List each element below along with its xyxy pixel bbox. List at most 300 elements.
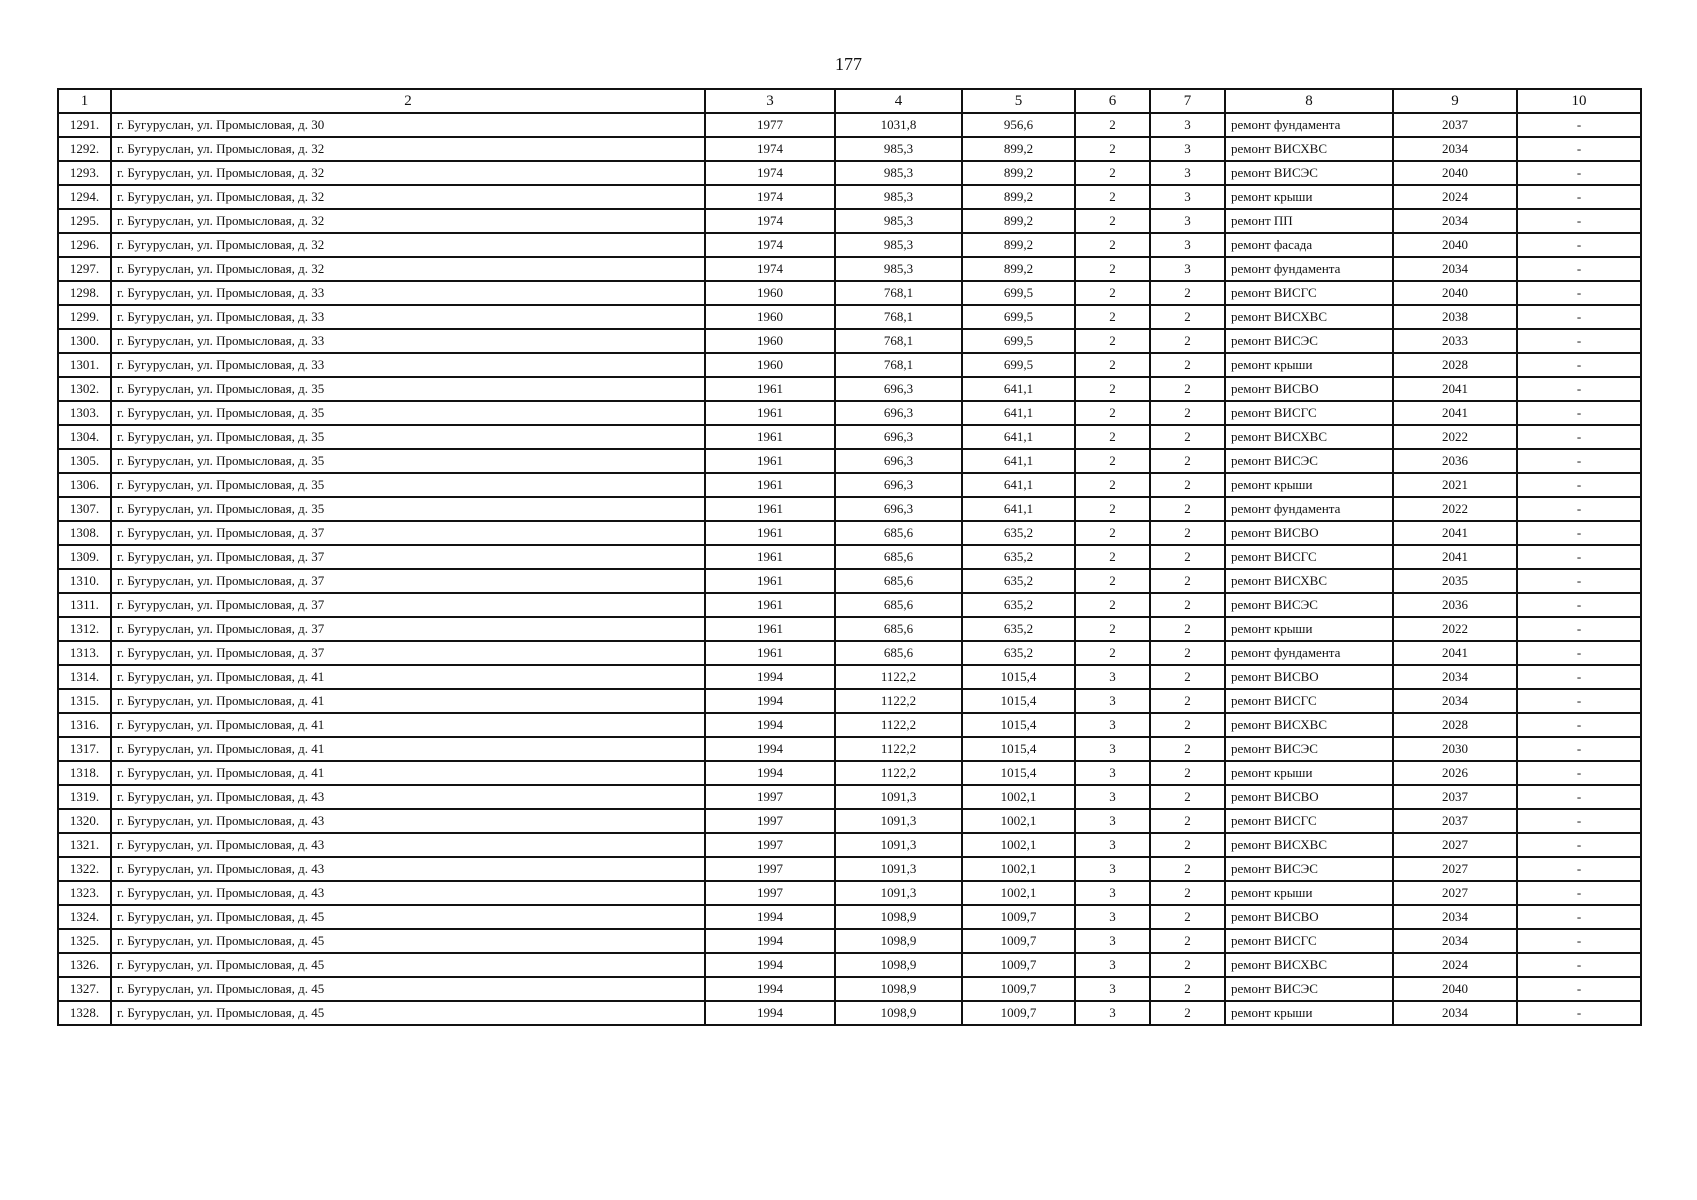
work-type-cell: ремонт ВИСЭС xyxy=(1225,161,1393,185)
floors-cell: 2 xyxy=(1075,497,1150,521)
row-number-cell: 1310. xyxy=(58,569,111,593)
table-row xyxy=(58,305,1641,329)
table-row xyxy=(58,977,1641,1001)
total-area-cell: 1091,3 xyxy=(835,833,962,857)
note-cell: - xyxy=(1517,641,1641,665)
planned-year-cell: 2040 xyxy=(1393,233,1517,257)
floors-cell: 3 xyxy=(1075,665,1150,689)
table-row xyxy=(58,785,1641,809)
floors-cell: 3 xyxy=(1075,761,1150,785)
planned-year-cell: 2038 xyxy=(1393,305,1517,329)
work-type-cell: ремонт фундамента xyxy=(1225,257,1393,281)
address-cell: г. Бугуруслан, ул. Промысловая, д. 35 xyxy=(111,377,705,401)
living-area-cell: 1015,4 xyxy=(962,665,1075,689)
living-area-cell: 899,2 xyxy=(962,185,1075,209)
table-row xyxy=(58,185,1641,209)
address-cell: г. Бугуруслан, ул. Промысловая, д. 43 xyxy=(111,881,705,905)
work-type-cell: ремонт ВИСХВС xyxy=(1225,569,1393,593)
living-area-cell: 641,1 xyxy=(962,377,1075,401)
living-area-cell: 699,5 xyxy=(962,329,1075,353)
living-area-cell: 1002,1 xyxy=(962,785,1075,809)
planned-year-cell: 2040 xyxy=(1393,977,1517,1001)
floors-cell: 2 xyxy=(1075,113,1150,137)
total-area-cell: 696,3 xyxy=(835,401,962,425)
living-area-cell: 1015,4 xyxy=(962,713,1075,737)
address-cell: г. Бугуруслан, ул. Промысловая, д. 43 xyxy=(111,809,705,833)
total-area-cell: 768,1 xyxy=(835,281,962,305)
total-area-cell: 685,6 xyxy=(835,641,962,665)
table-row xyxy=(58,761,1641,785)
floors-cell: 2 xyxy=(1075,593,1150,617)
entrances-cell: 2 xyxy=(1150,809,1225,833)
work-type-cell: ремонт ВИСХВС xyxy=(1225,137,1393,161)
year-built-cell: 1997 xyxy=(705,785,835,809)
entrances-cell: 2 xyxy=(1150,569,1225,593)
living-area-cell: 956,6 xyxy=(962,113,1075,137)
address-cell: г. Бугуруслан, ул. Промысловая, д. 43 xyxy=(111,833,705,857)
work-type-cell: ремонт ВИСВО xyxy=(1225,665,1393,689)
work-type-cell: ремонт фасада xyxy=(1225,233,1393,257)
year-built-cell: 1961 xyxy=(705,473,835,497)
column-header-4: 4 xyxy=(835,89,962,113)
floors-cell: 2 xyxy=(1075,161,1150,185)
row-number-cell: 1303. xyxy=(58,401,111,425)
row-number-cell: 1328. xyxy=(58,1001,111,1025)
note-cell: - xyxy=(1517,833,1641,857)
work-type-cell: ремонт крыши xyxy=(1225,473,1393,497)
planned-year-cell: 2041 xyxy=(1393,641,1517,665)
row-number-cell: 1296. xyxy=(58,233,111,257)
address-cell: г. Бугуруслан, ул. Промысловая, д. 43 xyxy=(111,857,705,881)
total-area-cell: 685,6 xyxy=(835,545,962,569)
living-area-cell: 641,1 xyxy=(962,401,1075,425)
row-number-cell: 1300. xyxy=(58,329,111,353)
row-number-cell: 1308. xyxy=(58,521,111,545)
total-area-cell: 1091,3 xyxy=(835,785,962,809)
planned-year-cell: 2027 xyxy=(1393,857,1517,881)
table-row xyxy=(58,665,1641,689)
entrances-cell: 2 xyxy=(1150,833,1225,857)
address-cell: г. Бугуруслан, ул. Промысловая, д. 45 xyxy=(111,953,705,977)
year-built-cell: 1961 xyxy=(705,401,835,425)
note-cell: - xyxy=(1517,545,1641,569)
column-header-1: 1 xyxy=(58,89,111,113)
row-number-cell: 1295. xyxy=(58,209,111,233)
table-row xyxy=(58,521,1641,545)
planned-year-cell: 2034 xyxy=(1393,929,1517,953)
total-area-cell: 985,3 xyxy=(835,209,962,233)
work-type-cell: ремонт ВИСХВС xyxy=(1225,305,1393,329)
address-cell: г. Бугуруслан, ул. Промысловая, д. 45 xyxy=(111,1001,705,1025)
entrances-cell: 2 xyxy=(1150,713,1225,737)
planned-year-cell: 2041 xyxy=(1393,545,1517,569)
total-area-cell: 768,1 xyxy=(835,329,962,353)
floors-cell: 3 xyxy=(1075,785,1150,809)
planned-year-cell: 2022 xyxy=(1393,617,1517,641)
living-area-cell: 699,5 xyxy=(962,281,1075,305)
table-row xyxy=(58,137,1641,161)
work-type-cell: ремонт ВИСХВС xyxy=(1225,953,1393,977)
total-area-cell: 985,3 xyxy=(835,257,962,281)
work-type-cell: ремонт ВИСГС xyxy=(1225,809,1393,833)
note-cell: - xyxy=(1517,521,1641,545)
row-number-cell: 1292. xyxy=(58,137,111,161)
total-area-cell: 1031,8 xyxy=(835,113,962,137)
living-area-cell: 641,1 xyxy=(962,425,1075,449)
address-cell: г. Бугуруслан, ул. Промысловая, д. 35 xyxy=(111,449,705,473)
row-number-cell: 1318. xyxy=(58,761,111,785)
planned-year-cell: 2021 xyxy=(1393,473,1517,497)
floors-cell: 2 xyxy=(1075,137,1150,161)
work-type-cell: ремонт ВИСЭС xyxy=(1225,329,1393,353)
total-area-cell: 768,1 xyxy=(835,353,962,377)
table-row xyxy=(58,233,1641,257)
floors-cell: 3 xyxy=(1075,977,1150,1001)
row-number-cell: 1314. xyxy=(58,665,111,689)
address-cell: г. Бугуруслан, ул. Промысловая, д. 32 xyxy=(111,209,705,233)
note-cell: - xyxy=(1517,1001,1641,1025)
year-built-cell: 1994 xyxy=(705,905,835,929)
entrances-cell: 2 xyxy=(1150,857,1225,881)
row-number-cell: 1324. xyxy=(58,905,111,929)
row-number-cell: 1302. xyxy=(58,377,111,401)
floors-cell: 2 xyxy=(1075,233,1150,257)
floors-cell: 3 xyxy=(1075,689,1150,713)
address-cell: г. Бугуруслан, ул. Промысловая, д. 32 xyxy=(111,161,705,185)
table-row xyxy=(58,257,1641,281)
entrances-cell: 2 xyxy=(1150,761,1225,785)
row-number-cell: 1294. xyxy=(58,185,111,209)
year-built-cell: 1994 xyxy=(705,713,835,737)
total-area-cell: 685,6 xyxy=(835,593,962,617)
work-type-cell: ремонт ВИСЭС xyxy=(1225,737,1393,761)
entrances-cell: 2 xyxy=(1150,641,1225,665)
entrances-cell: 2 xyxy=(1150,521,1225,545)
year-built-cell: 1994 xyxy=(705,737,835,761)
entrances-cell: 3 xyxy=(1150,137,1225,161)
entrances-cell: 2 xyxy=(1150,737,1225,761)
note-cell: - xyxy=(1517,593,1641,617)
year-built-cell: 1974 xyxy=(705,137,835,161)
total-area-cell: 696,3 xyxy=(835,425,962,449)
total-area-cell: 1122,2 xyxy=(835,713,962,737)
year-built-cell: 1961 xyxy=(705,545,835,569)
work-type-cell: ремонт ВИСЭС xyxy=(1225,449,1393,473)
table-row xyxy=(58,569,1641,593)
floors-cell: 3 xyxy=(1075,857,1150,881)
living-area-cell: 641,1 xyxy=(962,473,1075,497)
year-built-cell: 1994 xyxy=(705,953,835,977)
living-area-cell: 1002,1 xyxy=(962,857,1075,881)
year-built-cell: 1974 xyxy=(705,257,835,281)
year-built-cell: 1997 xyxy=(705,833,835,857)
address-cell: г. Бугуруслан, ул. Промысловая, д. 41 xyxy=(111,737,705,761)
planned-year-cell: 2027 xyxy=(1393,881,1517,905)
work-type-cell: ремонт ВИСВО xyxy=(1225,905,1393,929)
note-cell: - xyxy=(1517,737,1641,761)
column-header-6: 6 xyxy=(1075,89,1150,113)
planned-year-cell: 2034 xyxy=(1393,905,1517,929)
planned-year-cell: 2040 xyxy=(1393,161,1517,185)
note-cell: - xyxy=(1517,929,1641,953)
table-row xyxy=(58,857,1641,881)
table-row xyxy=(58,617,1641,641)
living-area-cell: 1009,7 xyxy=(962,953,1075,977)
floors-cell: 3 xyxy=(1075,905,1150,929)
row-number-cell: 1307. xyxy=(58,497,111,521)
entrances-cell: 2 xyxy=(1150,977,1225,1001)
work-type-cell: ремонт ВИСГС xyxy=(1225,545,1393,569)
table-row xyxy=(58,905,1641,929)
table-row xyxy=(58,593,1641,617)
floors-cell: 2 xyxy=(1075,329,1150,353)
total-area-cell: 985,3 xyxy=(835,137,962,161)
table-row xyxy=(58,377,1641,401)
note-cell: - xyxy=(1517,137,1641,161)
table-row xyxy=(58,209,1641,233)
row-number-cell: 1317. xyxy=(58,737,111,761)
living-area-cell: 1015,4 xyxy=(962,689,1075,713)
work-type-cell: ремонт крыши xyxy=(1225,353,1393,377)
planned-year-cell: 2024 xyxy=(1393,185,1517,209)
planned-year-cell: 2022 xyxy=(1393,497,1517,521)
row-number-cell: 1299. xyxy=(58,305,111,329)
entrances-cell: 2 xyxy=(1150,689,1225,713)
entrances-cell: 2 xyxy=(1150,329,1225,353)
table-row xyxy=(58,329,1641,353)
address-cell: г. Бугуруслан, ул. Промысловая, д. 33 xyxy=(111,281,705,305)
note-cell: - xyxy=(1517,569,1641,593)
floors-cell: 2 xyxy=(1075,425,1150,449)
floors-cell: 2 xyxy=(1075,641,1150,665)
table-body xyxy=(58,113,1641,1025)
table-row xyxy=(58,809,1641,833)
planned-year-cell: 2034 xyxy=(1393,665,1517,689)
row-number-cell: 1293. xyxy=(58,161,111,185)
floors-cell: 2 xyxy=(1075,473,1150,497)
total-area-cell: 1098,9 xyxy=(835,905,962,929)
living-area-cell: 899,2 xyxy=(962,137,1075,161)
work-type-cell: ремонт ВИСЭС xyxy=(1225,977,1393,1001)
year-built-cell: 1994 xyxy=(705,1001,835,1025)
address-cell: г. Бугуруслан, ул. Промысловая, д. 35 xyxy=(111,401,705,425)
year-built-cell: 1961 xyxy=(705,377,835,401)
table-row xyxy=(58,473,1641,497)
living-area-cell: 635,2 xyxy=(962,545,1075,569)
entrances-cell: 2 xyxy=(1150,305,1225,329)
year-built-cell: 1997 xyxy=(705,857,835,881)
total-area-cell: 685,6 xyxy=(835,617,962,641)
planned-year-cell: 2034 xyxy=(1393,137,1517,161)
address-cell: г. Бугуруслан, ул. Промысловая, д. 37 xyxy=(111,569,705,593)
note-cell: - xyxy=(1517,161,1641,185)
note-cell: - xyxy=(1517,665,1641,689)
floors-cell: 2 xyxy=(1075,281,1150,305)
work-type-cell: ремонт ВИСЭС xyxy=(1225,857,1393,881)
work-type-cell: ремонт ВИСХВС xyxy=(1225,713,1393,737)
year-built-cell: 1994 xyxy=(705,689,835,713)
floors-cell: 3 xyxy=(1075,1001,1150,1025)
total-area-cell: 985,3 xyxy=(835,233,962,257)
living-area-cell: 1009,7 xyxy=(962,905,1075,929)
row-number-cell: 1311. xyxy=(58,593,111,617)
address-cell: г. Бугуруслан, ул. Промысловая, д. 37 xyxy=(111,545,705,569)
row-number-cell: 1326. xyxy=(58,953,111,977)
row-number-cell: 1319. xyxy=(58,785,111,809)
year-built-cell: 1974 xyxy=(705,233,835,257)
table-row xyxy=(58,161,1641,185)
entrances-cell: 2 xyxy=(1150,281,1225,305)
planned-year-cell: 2037 xyxy=(1393,113,1517,137)
entrances-cell: 2 xyxy=(1150,401,1225,425)
row-number-cell: 1304. xyxy=(58,425,111,449)
living-area-cell: 699,5 xyxy=(962,305,1075,329)
table-row xyxy=(58,281,1641,305)
planned-year-cell: 2027 xyxy=(1393,833,1517,857)
year-built-cell: 1974 xyxy=(705,209,835,233)
entrances-cell: 2 xyxy=(1150,473,1225,497)
planned-year-cell: 2026 xyxy=(1393,761,1517,785)
address-cell: г. Бугуруслан, ул. Промысловая, д. 37 xyxy=(111,641,705,665)
row-number-cell: 1306. xyxy=(58,473,111,497)
total-area-cell: 696,3 xyxy=(835,473,962,497)
entrances-cell: 2 xyxy=(1150,593,1225,617)
work-type-cell: ремонт фундамента xyxy=(1225,113,1393,137)
work-type-cell: ремонт крыши xyxy=(1225,617,1393,641)
total-area-cell: 1098,9 xyxy=(835,1001,962,1025)
living-area-cell: 635,2 xyxy=(962,593,1075,617)
living-area-cell: 699,5 xyxy=(962,353,1075,377)
living-area-cell: 899,2 xyxy=(962,233,1075,257)
floors-cell: 2 xyxy=(1075,617,1150,641)
table-row xyxy=(58,737,1641,761)
work-type-cell: ремонт ВИСВО xyxy=(1225,521,1393,545)
year-built-cell: 1974 xyxy=(705,185,835,209)
year-built-cell: 1997 xyxy=(705,881,835,905)
work-type-cell: ремонт ВИСГС xyxy=(1225,281,1393,305)
address-cell: г. Бугуруслан, ул. Промысловая, д. 32 xyxy=(111,233,705,257)
living-area-cell: 1009,7 xyxy=(962,1001,1075,1025)
living-area-cell: 899,2 xyxy=(962,209,1075,233)
entrances-cell: 2 xyxy=(1150,497,1225,521)
floors-cell: 2 xyxy=(1075,353,1150,377)
note-cell: - xyxy=(1517,209,1641,233)
table-row xyxy=(58,449,1641,473)
year-built-cell: 1994 xyxy=(705,761,835,785)
data-table xyxy=(57,88,1642,1026)
note-cell: - xyxy=(1517,113,1641,137)
column-header-3: 3 xyxy=(705,89,835,113)
column-header-9: 9 xyxy=(1393,89,1517,113)
year-built-cell: 1960 xyxy=(705,353,835,377)
work-type-cell: ремонт крыши xyxy=(1225,185,1393,209)
row-number-cell: 1316. xyxy=(58,713,111,737)
note-cell: - xyxy=(1517,857,1641,881)
work-type-cell: ремонт ПП xyxy=(1225,209,1393,233)
work-type-cell: ремонт ВИСГС xyxy=(1225,929,1393,953)
entrances-cell: 2 xyxy=(1150,449,1225,473)
planned-year-cell: 2034 xyxy=(1393,1001,1517,1025)
entrances-cell: 2 xyxy=(1150,425,1225,449)
address-cell: г. Бугуруслан, ул. Промысловая, д. 37 xyxy=(111,521,705,545)
total-area-cell: 1098,9 xyxy=(835,929,962,953)
total-area-cell: 685,6 xyxy=(835,569,962,593)
address-cell: г. Бугуруслан, ул. Промысловая, д. 37 xyxy=(111,617,705,641)
total-area-cell: 1091,3 xyxy=(835,809,962,833)
living-area-cell: 899,2 xyxy=(962,161,1075,185)
row-number-cell: 1313. xyxy=(58,641,111,665)
note-cell: - xyxy=(1517,425,1641,449)
work-type-cell: ремонт фундамента xyxy=(1225,497,1393,521)
year-built-cell: 1960 xyxy=(705,281,835,305)
note-cell: - xyxy=(1517,881,1641,905)
year-built-cell: 1961 xyxy=(705,617,835,641)
floors-cell: 3 xyxy=(1075,737,1150,761)
floors-cell: 2 xyxy=(1075,257,1150,281)
note-cell: - xyxy=(1517,353,1641,377)
note-cell: - xyxy=(1517,233,1641,257)
planned-year-cell: 2041 xyxy=(1393,401,1517,425)
table-row xyxy=(58,353,1641,377)
year-built-cell: 1961 xyxy=(705,425,835,449)
table-row xyxy=(58,545,1641,569)
year-built-cell: 1997 xyxy=(705,809,835,833)
note-cell: - xyxy=(1517,713,1641,737)
floors-cell: 2 xyxy=(1075,401,1150,425)
work-type-cell: ремонт ВИСВО xyxy=(1225,785,1393,809)
planned-year-cell: 2035 xyxy=(1393,569,1517,593)
note-cell: - xyxy=(1517,617,1641,641)
note-cell: - xyxy=(1517,329,1641,353)
planned-year-cell: 2036 xyxy=(1393,449,1517,473)
row-number-cell: 1321. xyxy=(58,833,111,857)
planned-year-cell: 2040 xyxy=(1393,281,1517,305)
row-number-cell: 1322. xyxy=(58,857,111,881)
work-type-cell: ремонт крыши xyxy=(1225,1001,1393,1025)
floors-cell: 2 xyxy=(1075,521,1150,545)
note-cell: - xyxy=(1517,953,1641,977)
address-cell: г. Бугуруслан, ул. Промысловая, д. 30 xyxy=(111,113,705,137)
row-number-cell: 1323. xyxy=(58,881,111,905)
living-area-cell: 635,2 xyxy=(962,641,1075,665)
planned-year-cell: 2028 xyxy=(1393,713,1517,737)
work-type-cell: ремонт крыши xyxy=(1225,881,1393,905)
planned-year-cell: 2034 xyxy=(1393,689,1517,713)
row-number-cell: 1325. xyxy=(58,929,111,953)
entrances-cell: 2 xyxy=(1150,785,1225,809)
living-area-cell: 1015,4 xyxy=(962,761,1075,785)
page-number: 177 xyxy=(835,54,862,74)
entrances-cell: 3 xyxy=(1150,185,1225,209)
column-header-8: 8 xyxy=(1225,89,1393,113)
total-area-cell: 696,3 xyxy=(835,377,962,401)
entrances-cell: 3 xyxy=(1150,113,1225,137)
year-built-cell: 1960 xyxy=(705,305,835,329)
row-number-cell: 1301. xyxy=(58,353,111,377)
total-area-cell: 768,1 xyxy=(835,305,962,329)
note-cell: - xyxy=(1517,305,1641,329)
note-cell: - xyxy=(1517,497,1641,521)
table-row xyxy=(58,881,1641,905)
entrances-cell: 2 xyxy=(1150,905,1225,929)
work-type-cell: ремонт ВИСВО xyxy=(1225,377,1393,401)
planned-year-cell: 2034 xyxy=(1393,209,1517,233)
year-built-cell: 1961 xyxy=(705,497,835,521)
year-built-cell: 1977 xyxy=(705,113,835,137)
note-cell: - xyxy=(1517,785,1641,809)
total-area-cell: 1091,3 xyxy=(835,857,962,881)
table-row xyxy=(58,689,1641,713)
